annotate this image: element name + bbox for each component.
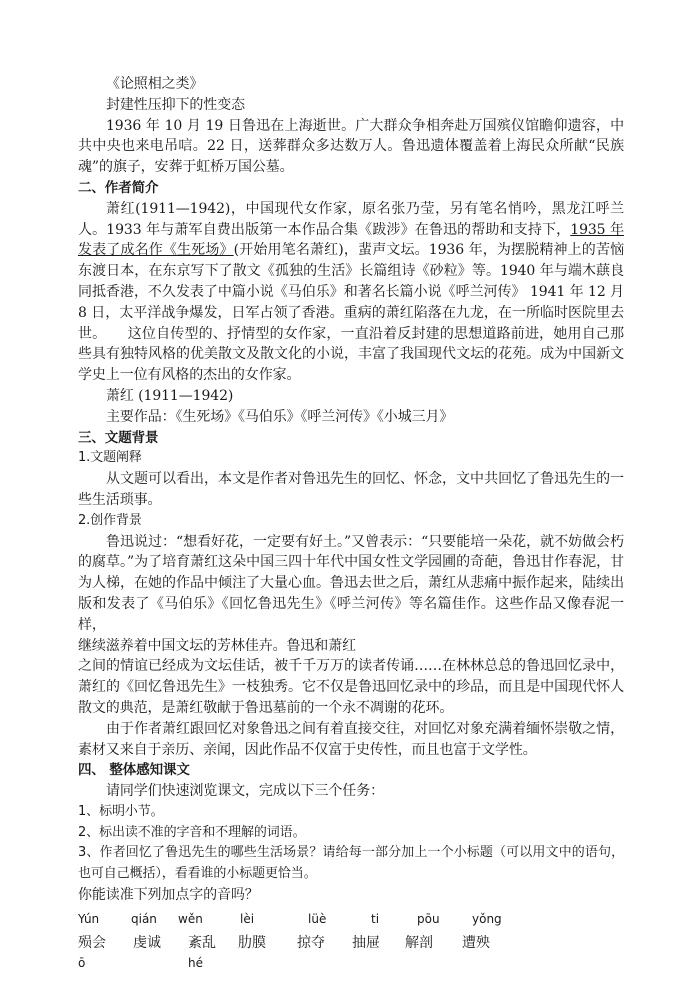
document-page — [78, 74, 624, 976]
paragraph: 从文题可以看出，本文是作者对鲁迅先生的回忆、怀念，文中共回忆了鲁迅先生的一些生活琐事。 — [78, 471, 624, 508]
word: 虔诚 — [133, 934, 161, 951]
text-line: 主要作品：《生死场》《马伯乐》《呼兰河传》《小城三月》 — [106, 408, 454, 425]
pinyin-row — [78, 956, 624, 976]
text-span: 萧红(1911—1942)，中国现代女作家，原名张乃莹，另有笔名悄吟，黑龙江呼兰人。1933 年与萧军自费出版第一本作品合集《跋涉》在鲁迅的帮助和支持下， — [78, 200, 624, 238]
word: 抽屉 — [352, 934, 380, 951]
pinyin: ti — [371, 911, 380, 926]
section-heading: 四、 整体感知课文 — [78, 762, 190, 779]
pinyin: hé — [188, 955, 203, 970]
word: 肋膜 — [238, 934, 266, 951]
task-item: 2、标出读不准的字音和不理解的词语。 — [78, 824, 306, 840]
paragraph: 鲁迅说过：“想看好花，一定要有好土。”又曾表示：“只要能培一朵花，就不妨做会朽的腐草。”为了培育萧红这朵中国三四十年代中国女性文学园圃的奇葩，鲁迅甘作春泥，甘为人梯，在她的作品中倾注了大量心血。鲁迅去世之后，萧红从悲痛中振作起来，陆续出版和发表了《马伯乐》《回忆鲁迅先生》《呼兰河传》等名篇佳作。这些作品又像春泥一样， — [78, 533, 624, 633]
word: 解剖 — [405, 934, 433, 951]
pinyin: yǒng — [472, 911, 502, 926]
paragraph: 由于作者萧红跟回忆对象鲁迅之间有着直接交往，对回忆对象充满着缅怀崇敬之情，素材又来自于亲历、亲闻，因此作品不仅富于史传性，而且也富于文学性。 — [78, 720, 624, 758]
word: 掠夺 — [297, 934, 325, 951]
question: 你能读准下列加点字的音吗？ — [78, 887, 259, 904]
word-row — [78, 932, 624, 956]
text-span: (开始用笔名萧红)，蜚声文坛。1936 年，为摆脱精神上的苦恼东渡日本，在东京写下了散文《孤独的生活》长篇组诗《砂粒》等。1940 年与端木蕻良同抵香港，不久发表了中篇小说《马伯乐》和著名长篇小说《呼兰河传》 1941 年 12 月 8 日，太平洋战争爆发，日军占领了香港。重病的萧红陷落在九龙，在一所临时医院里去世。 这位自传型的、抒情型的女作家，一直沿着反封建的思想道路前进，她用自己那些具有独特风格的优美散文及散文化的小说，丰富了我国现代文坛的花苑。成为中国新文学史上一位有风格的杰出的女作家。 — [78, 242, 624, 384]
paragraph: 1936 年 10 月 19 日鲁迅在上海逝世。广大群众争相奔赴万国殡仪馆瞻仰遗容，中共中央也来电吊唁。22 日，送葬群众多达数万人。鲁迅遗体覆盖着上海民众所献“民族魂”的旗子，安葬于虹桥万国公墓。 — [78, 117, 624, 176]
sub-heading: 2.创作背景 — [78, 512, 142, 528]
pinyin: wěn — [178, 911, 203, 926]
pinyin-row — [78, 912, 624, 932]
word: 殒会 — [78, 934, 106, 951]
section-heading: 二、作者简介 — [78, 179, 159, 196]
text-line: 继续滋养着中国文坛的芳林佳卉。鲁迅和萧红 — [78, 637, 356, 654]
word: 紊乱 — [188, 934, 216, 951]
pinyin: ō — [78, 955, 86, 970]
task-item: 3、作者回忆了鲁迅先生的哪些生活场景？请给每一部分加上一个小标题（可以用文中的语句，也可自己概括），看看谁的小标题更恰当。 — [78, 845, 624, 882]
sub-heading: 1.文题阐释 — [78, 450, 142, 466]
pinyin: lüè — [308, 911, 327, 926]
text-line: 请同学们快速浏览课文，完成以下三个任务： — [106, 783, 384, 800]
underlined-text: 1935 年发表了成名作《生死场》 — [78, 221, 624, 259]
task-item: 1、标明小节。 — [78, 803, 164, 819]
text-line: 《论照相之类》 — [106, 76, 204, 92]
text-line: 萧红 (1911—1942) — [106, 387, 234, 404]
paragraph: 之间的情谊已经成为文坛佳话，被千千万万的读者传诵……在林林总总的鲁迅回忆录中，萧红的《回忆鲁迅先生》一枝独秀。它不仅是鲁迅回忆录中的珍品，而且是中国现代怀人散文的典范，是萧红敬献于鲁迅墓前的一个永不凋谢的花环。 — [78, 658, 624, 716]
paragraph — [78, 199, 624, 386]
pinyin: qián — [131, 911, 157, 926]
pinyin: lèi — [240, 911, 255, 926]
section-heading: 三、文题背景 — [78, 429, 159, 446]
text-line: 封建性压抑下的性变态 — [106, 96, 245, 113]
pinyin: pōu — [417, 911, 440, 926]
pinyin: Yún — [78, 911, 100, 926]
word: 遭殃 — [462, 934, 490, 951]
